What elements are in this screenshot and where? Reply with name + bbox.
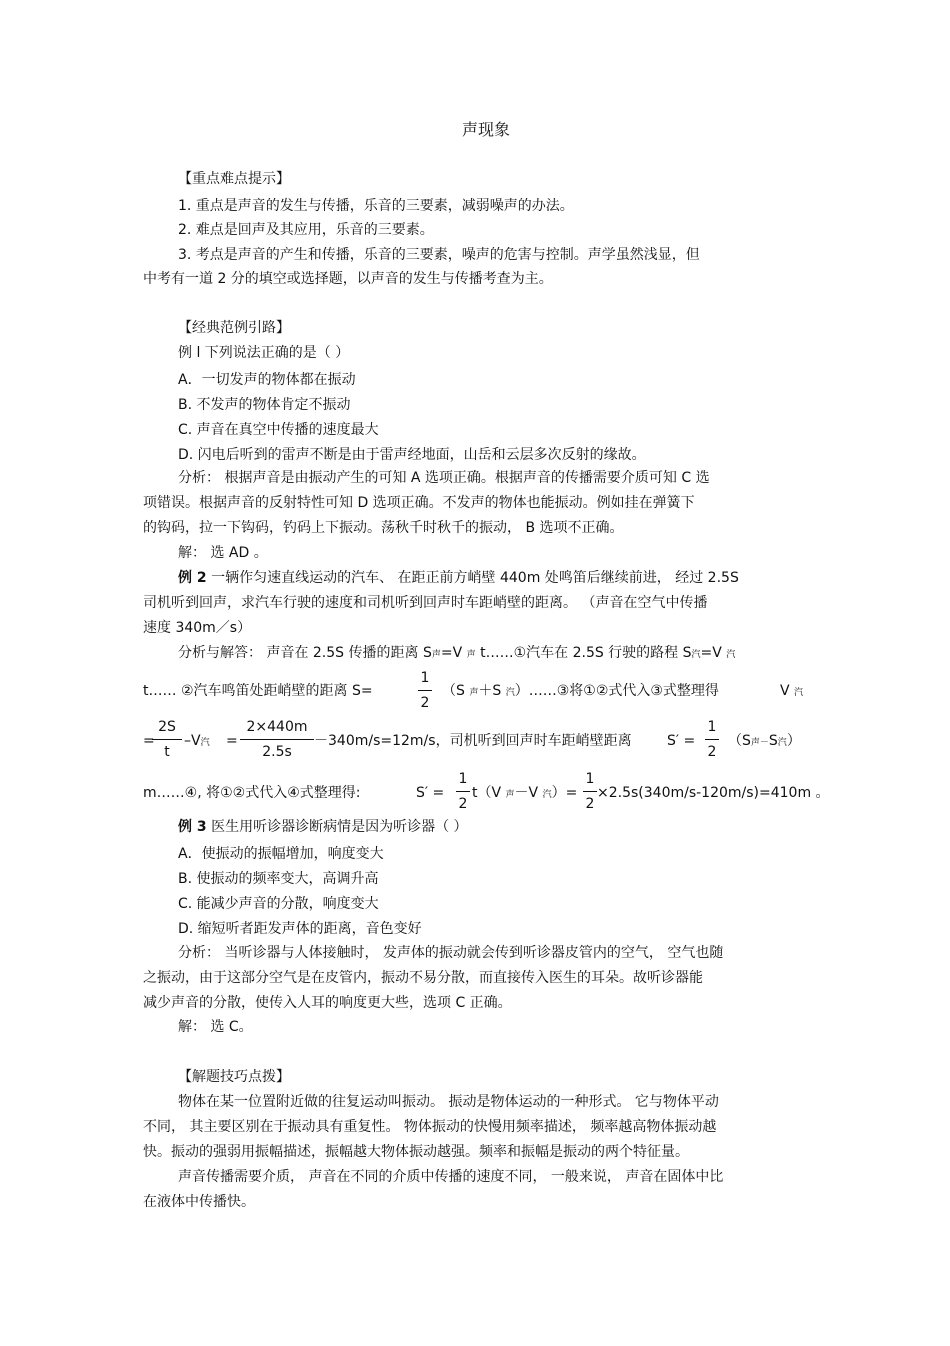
paragraph-line: 在液体中传播快。 bbox=[143, 1194, 255, 1210]
example3-option-c: C. 能减少声音的分散，响度变大 bbox=[178, 896, 379, 912]
example3-question bbox=[178, 817, 468, 837]
example2-question-text: 一辆作匀速直线运动的汽车、 在距正前方峭壁 440m 处鸣笛后继续前进， 经过 2.5S bbox=[206, 570, 739, 586]
example2-working: S′ = bbox=[667, 733, 696, 749]
section-heading-tips: 【解题技巧点拨】 bbox=[178, 1069, 290, 1085]
fraction-one-half: 1 2 bbox=[456, 768, 470, 815]
example2-working: V 汽 bbox=[780, 683, 804, 699]
example1-analysis: 分析： 根据声音是由振动产生的可知 A 选项正确。根据声音的传播需要介质可知 C 选 bbox=[178, 470, 710, 486]
fraction-2s-over-t: 2S t bbox=[152, 716, 182, 763]
fraction-one-half: 1 2 bbox=[418, 667, 432, 714]
example2-question: 速度 340m／s） bbox=[143, 620, 252, 636]
section-heading-key-points: 【重点难点提示】 bbox=[178, 171, 290, 187]
example2-label: 例 2 bbox=[178, 570, 207, 586]
example2-working: t…… ②汽车鸣笛处距峭壁的距离 S= bbox=[143, 683, 373, 699]
paragraph-line: 3. 考点是声音的产生和传播，乐音的三要素，噪声的危害与控制。声学虽然浅显，但 bbox=[178, 247, 700, 263]
paragraph-line: 物体在某一位置附近做的往复运动叫振动。 振动是物体运动的一种形式。 它与物体平动 bbox=[178, 1094, 719, 1110]
example2-working: S′ = bbox=[416, 785, 445, 801]
paragraph-line: 1. 重点是声音的发生与传播，乐音的三要素，减弱噪声的办法。 bbox=[178, 198, 574, 214]
paragraph-line: 不同， 其主要区别在于振动具有重复性。 物体振动的快慢用频率描述， 频率越高物体振动越 bbox=[143, 1119, 717, 1135]
example1-option-b: B. 不发声的物体肯定不振动 bbox=[178, 397, 351, 413]
example2-working: （S声－S汽） bbox=[728, 733, 801, 749]
example2-working: –V汽 bbox=[184, 733, 210, 749]
fraction-one-half: 1 2 bbox=[705, 716, 719, 763]
example3-option-a: A．使振动的振幅增加，响度变大 bbox=[178, 846, 384, 862]
fraction-one-half: 1 2 bbox=[583, 768, 597, 815]
example1-option-a: A．一切发声的物体都在振动 bbox=[178, 372, 356, 388]
example1-option-c: C. 声音在真空中传播的速度最大 bbox=[178, 422, 379, 438]
example3-analysis: 分析： 当听诊器与人体接触时， 发声体的振动就会传到听诊器皮管内的空气， 空气也随 bbox=[178, 945, 724, 961]
example2-working: ×2.5s(340m/s-120m/s)=410m 。 bbox=[597, 785, 830, 801]
example2-working: 分析与解答： 声音在 2.5S 传播的距离 S声=V 声 t……①汽车在 2.5S 行驶的路程 S汽=V 汽 bbox=[178, 645, 736, 661]
example1-question: 例 l 下列说法正确的是（ ） bbox=[178, 345, 350, 361]
paragraph-line: 快。振动的强弱用振幅描述，振幅越大物体振动越强。频率和振幅是振动的两个特征量。 bbox=[143, 1144, 689, 1160]
example2-working: t（V 声－V 汽）= bbox=[472, 785, 578, 801]
example3-option-d: D. 缩短听者距发声体的距离，音色变好 bbox=[178, 921, 422, 937]
example2-working: = bbox=[226, 733, 238, 749]
paragraph-line: 2. 难点是回声及其应用，乐音的三要素。 bbox=[178, 222, 434, 238]
example3-option-b: B. 使振动的频率变大，高调升高 bbox=[178, 871, 379, 887]
example1-option-d: D. 闪电后听到的雷声不断是由于雷声经地面，山岳和云层多次反射的缘故。 bbox=[178, 447, 646, 463]
page-title: 声现象 bbox=[462, 120, 511, 139]
example3-question-text: 医生用听诊器诊断病情是因为听诊器（ ） bbox=[206, 819, 468, 835]
example2-working: m……④, 将①②式代入④式整理得: bbox=[143, 785, 361, 801]
example3-analysis: 减少声音的分散，使传入人耳的响度更大些，选项 C 正确。 bbox=[143, 995, 512, 1011]
example2-working: （S 声＋S 汽）……③将①②式代入③式整理得 bbox=[442, 683, 719, 699]
paragraph-line: 声音传播需要介质， 声音在不同的介质中传播的速度不同， 一般来说， 声音在固体中比 bbox=[178, 1169, 724, 1185]
example1-analysis: 项错误。根据声音的反射特性可知 D 选项正确。不发声的物体也能振动。例如挂在弹簧下 bbox=[143, 495, 695, 511]
example2-working: = bbox=[143, 733, 155, 749]
fraction-distance-over-time: 2×440m 2.5s bbox=[240, 716, 314, 763]
paragraph-line: 中考有一道 2 分的填空或选择题，以声音的发生与传播考查为主。 bbox=[143, 271, 553, 287]
example3-label: 例 3 bbox=[178, 819, 207, 835]
example1-solution: 解： 选 AD 。 bbox=[178, 545, 268, 561]
example2-question: 司机听到回声，求汽车行驶的速度和司机听到回声时车距峭壁的距离。 （声音在空气中传播 bbox=[143, 595, 708, 611]
example2-question bbox=[178, 568, 739, 588]
section-heading-examples: 【经典范例引路】 bbox=[178, 320, 290, 336]
example1-analysis: 的钩码，拉一下钩码，钓码上下振动。荡秋千时秋千的振动， B 选项不正确。 bbox=[143, 520, 624, 536]
example3-analysis: 之振动，由于这部分空气是在皮管内，振动不易分散，而直接传入医生的耳朵。故听诊器能 bbox=[143, 970, 703, 986]
example3-solution: 解： 选 C。 bbox=[178, 1019, 253, 1035]
example2-working: －340m/s=12m/s，司机听到回声时车距峭壁距离 bbox=[314, 733, 632, 749]
